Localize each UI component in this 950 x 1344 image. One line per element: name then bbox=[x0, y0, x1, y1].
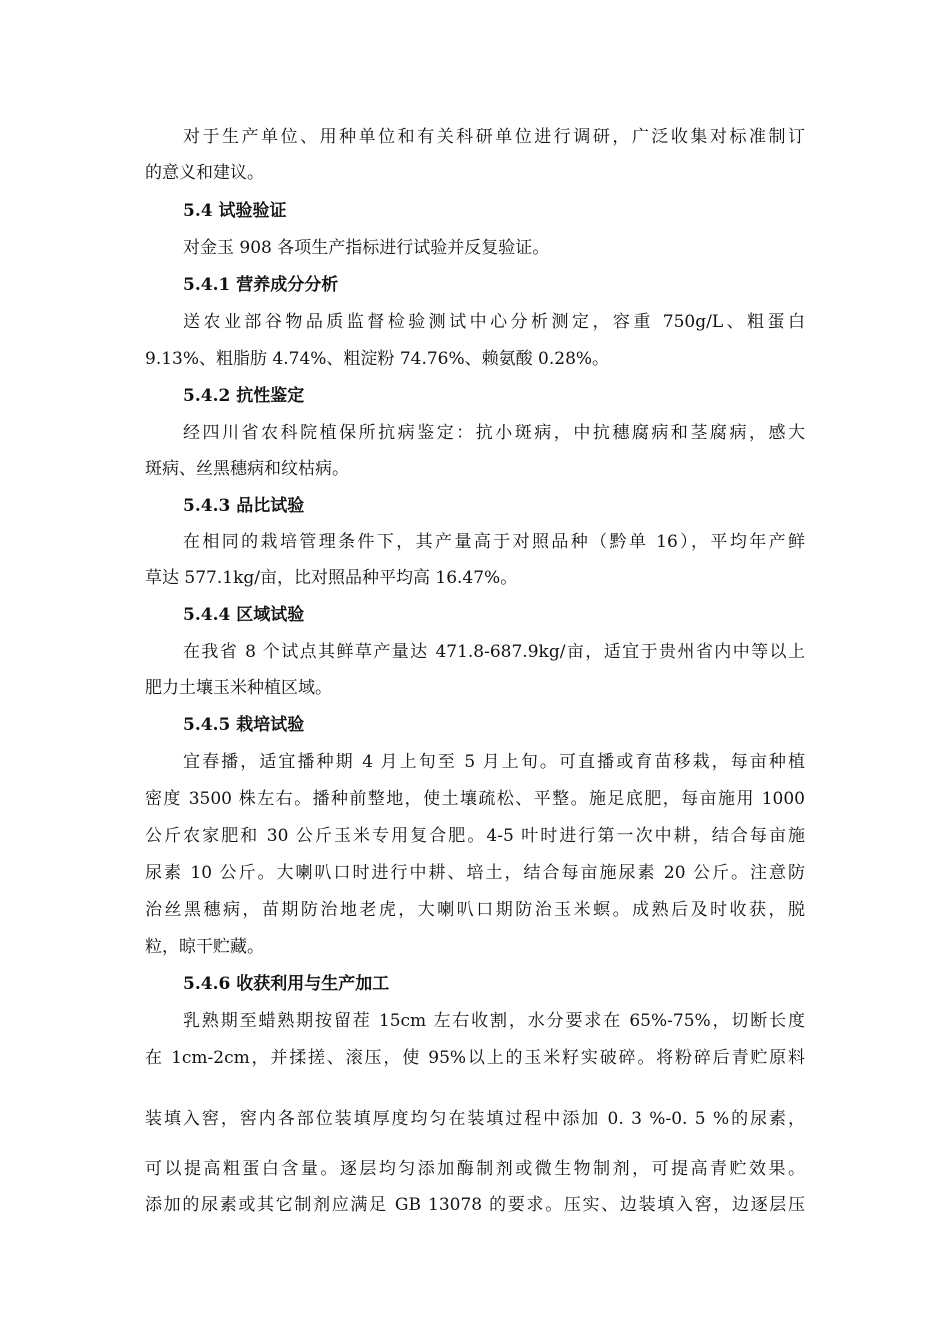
paragraph-line: 肥力土壤玉米种植区域。 bbox=[145, 678, 332, 698]
paragraph-line: 的意义和建议。 bbox=[145, 163, 264, 183]
paragraph-line: 经四川省农科院植保所抗病鉴定：抗小斑病，中抗穗腐病和茎腐病，感大 bbox=[183, 423, 805, 443]
paragraph-line: 添加的尿素或其它制剂应满足 GB 13078 的要求。压实、边装填入窖，边逐层压 bbox=[145, 1195, 805, 1215]
section-heading: 5.4 试验验证 bbox=[183, 201, 287, 221]
paragraph-line: 草达 577.1kg/亩，比对照品种平均高 16.47%。 bbox=[145, 568, 518, 588]
paragraph-line: 粒，晾干贮藏。 bbox=[145, 937, 264, 957]
paragraph-line: 斑病、丝黑穗病和纹枯病。 bbox=[145, 459, 349, 479]
paragraph-line: 治丝黑穗病，苗期防治地老虎，大喇叭口期防治玉米螟。成熟后及时收获，脱 bbox=[145, 900, 805, 920]
section-heading: 5.4.1 营养成分分析 bbox=[183, 275, 339, 295]
paragraph-line: 在 1cm-2cm，并揉搓、滚压，使 95%以上的玉米籽实破碎。将粉碎后青贮原料 bbox=[145, 1048, 805, 1068]
paragraph-line: 公斤农家肥和 30 公斤玉米专用复合肥。4-5 叶时进行第一次中耕，结合每亩施 bbox=[145, 826, 805, 846]
section-heading: 5.4.4 区域试验 bbox=[183, 605, 305, 625]
paragraph-line: 在相同的栽培管理条件下，其产量高于对照品种（黔单 16），平均年产鲜 bbox=[183, 532, 805, 552]
section-heading: 5.4.3 品比试验 bbox=[183, 496, 305, 516]
paragraph-line: 乳熟期至蜡熟期按留茬 15cm 左右收割，水分要求在 65%-75%，切断长度 bbox=[183, 1011, 805, 1031]
paragraph-line: 装填入窖，窖内各部位装填厚度均匀在装填过程中添加 0. 3 %-0. 5 %的尿素， bbox=[145, 1109, 805, 1129]
section-heading: 5.4.2 抗性鉴定 bbox=[183, 386, 305, 406]
paragraph-line: 密度 3500 株左右。播种前整地，使土壤疏松、平整。施足底肥，每亩施用 1000 bbox=[145, 789, 805, 809]
paragraph-line: 对于生产单位、用种单位和有关科研单位进行调研，广泛收集对标准制订 bbox=[183, 127, 805, 147]
paragraph-line: 尿素 10 公斤。大喇叭口时进行中耕、培土，结合每亩施尿素 20 公斤。注意防 bbox=[145, 863, 805, 883]
paragraph-line: 在我省 8 个试点其鲜草产量达 471.8-687.9kg/亩，适宜于贵州省内中等以上 bbox=[183, 642, 805, 662]
paragraph-line: 送农业部谷物品质监督检验测试中心分析测定，容重 750g/L、粗蛋白 bbox=[183, 312, 805, 332]
paragraph-line: 宜春播，适宜播种期 4 月上旬至 5 月上旬。可直播或育苗移栽，每亩种植 bbox=[183, 752, 805, 772]
section-heading: 5.4.5 栽培试验 bbox=[183, 715, 305, 735]
paragraph-line: 可以提高粗蛋白含量。逐层均匀添加酶制剂或微生物制剂，可提高青贮效果。 bbox=[145, 1159, 805, 1179]
section-heading: 5.4.6 收获利用与生产加工 bbox=[183, 974, 390, 994]
paragraph-line: 9.13%、粗脂肪 4.74%、粗淀粉 74.76%、赖氨酸 0.28%。 bbox=[145, 349, 610, 369]
paragraph-line: 对金玉 908 各项生产指标进行试验并反复验证。 bbox=[183, 238, 550, 258]
